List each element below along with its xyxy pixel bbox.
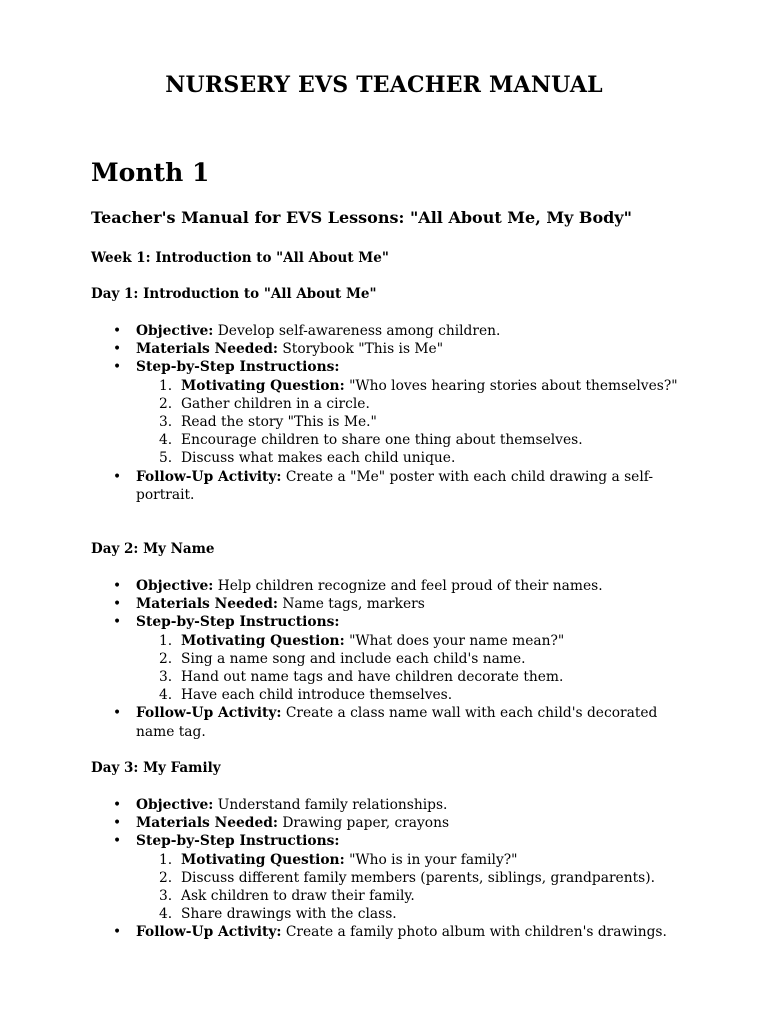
materials-item (91, 814, 691, 832)
step-item (136, 905, 691, 923)
step-text: Gather children in a circle. (181, 395, 370, 412)
manual-heading: Teacher's Manual for EVS Lessons: "All About Me, My Body" (91, 208, 632, 227)
step-item (136, 632, 691, 650)
step-text: Discuss different family members (parents, siblings, grandparents). (181, 869, 655, 886)
objective-item (91, 322, 691, 340)
objective-label: Objective: (136, 323, 214, 339)
week-heading: Week 1: Introduction to "All About Me" (91, 250, 389, 266)
step-item (136, 869, 691, 887)
materials-text: Drawing paper, crayons (277, 815, 450, 832)
steps-label: Step-by-Step Instructions: (136, 833, 340, 850)
day-3-list (91, 796, 691, 942)
step-label: Motivating Question: (181, 377, 345, 394)
followup-text: Create a family photo album with children's drawings. (281, 924, 667, 941)
followup-text: Create a "Me" poster with each child drawing a self-portrait. (136, 468, 654, 503)
day-1-heading: Day 1: Introduction to "All About Me" (91, 286, 377, 302)
step-number: 4. (159, 687, 173, 704)
followup-item (91, 923, 691, 941)
followup-text: Create a class name wall with each child's decorated name tag. (136, 705, 658, 740)
followup-item (91, 468, 691, 504)
objective-text: Develop self-awareness among children. (213, 323, 501, 339)
step-item (136, 395, 691, 413)
step-number: 2. (159, 395, 173, 412)
day-1-list (91, 322, 691, 504)
materials-text: Name tags, markers (277, 596, 425, 613)
step-number: 2. (159, 650, 173, 667)
steps-list (136, 377, 691, 468)
day-2-heading: Day 2: My Name (91, 541, 215, 557)
step-number: 4. (159, 432, 173, 449)
step-text: Discuss what makes each child unique. (181, 450, 456, 467)
step-text: Sing a name song and include each child's name. (181, 650, 526, 667)
step-item (136, 851, 691, 869)
step-item (136, 377, 691, 395)
step-text: "Who loves hearing stories about themselves?" (344, 377, 678, 394)
steps-label: Step-by-Step Instructions: (136, 614, 340, 631)
materials-label: Materials Needed: (136, 596, 278, 613)
steps-item (91, 832, 691, 923)
materials-item (91, 595, 691, 613)
objective-label: Objective: (136, 578, 214, 594)
step-number: 4. (159, 906, 173, 923)
document-title: NURSERY EVS TEACHER MANUAL (165, 72, 603, 98)
step-number: 1. (159, 377, 173, 394)
objective-label: Objective: (136, 797, 214, 813)
step-item (136, 686, 691, 704)
step-item (136, 650, 691, 668)
step-number: 3. (159, 669, 173, 686)
step-text: Hand out name tags and have children decorate them. (181, 669, 564, 686)
step-item (136, 668, 691, 686)
steps-item (91, 358, 691, 467)
followup-label: Follow-Up Activity: (136, 924, 282, 941)
step-item (136, 413, 691, 431)
step-number: 1. (159, 632, 173, 649)
step-text: "What does your name mean?" (344, 632, 565, 649)
step-number: 3. (159, 888, 173, 905)
step-label: Motivating Question: (181, 632, 345, 649)
step-text: Have each child introduce themselves. (181, 687, 453, 704)
steps-list (136, 632, 691, 705)
step-number: 5. (159, 450, 173, 467)
objective-item (91, 577, 691, 595)
objective-text: Understand family relationships. (213, 797, 448, 813)
step-text: "Who is in your family?" (344, 851, 518, 868)
materials-text: Storybook "This is Me" (277, 341, 444, 358)
materials-label: Materials Needed: (136, 815, 278, 832)
step-text: Share drawings with the class. (181, 906, 397, 923)
day-3-heading: Day 3: My Family (91, 760, 221, 776)
materials-item (91, 340, 691, 358)
step-number: 2. (159, 869, 173, 886)
objective-text: Help children recognize and feel proud of their names. (213, 578, 603, 594)
followup-label: Follow-Up Activity: (136, 468, 282, 485)
step-text: Encourage children to share one thing about themselves. (181, 432, 583, 449)
step-text: Ask children to draw their family. (181, 888, 415, 905)
day-2-list (91, 577, 691, 741)
step-item (136, 449, 691, 467)
followup-label: Follow-Up Activity: (136, 705, 282, 722)
step-text: Read the story "This is Me." (181, 414, 377, 431)
step-item (136, 887, 691, 905)
steps-list (136, 851, 691, 924)
month-heading: Month 1 (91, 158, 210, 187)
materials-label: Materials Needed: (136, 341, 278, 358)
objective-item (91, 796, 691, 814)
step-label: Motivating Question: (181, 851, 345, 868)
step-number: 1. (159, 851, 173, 868)
steps-label: Step-by-Step Instructions: (136, 359, 340, 376)
followup-item (91, 704, 691, 740)
steps-item (91, 613, 691, 704)
step-item (136, 431, 691, 449)
step-number: 3. (159, 414, 173, 431)
